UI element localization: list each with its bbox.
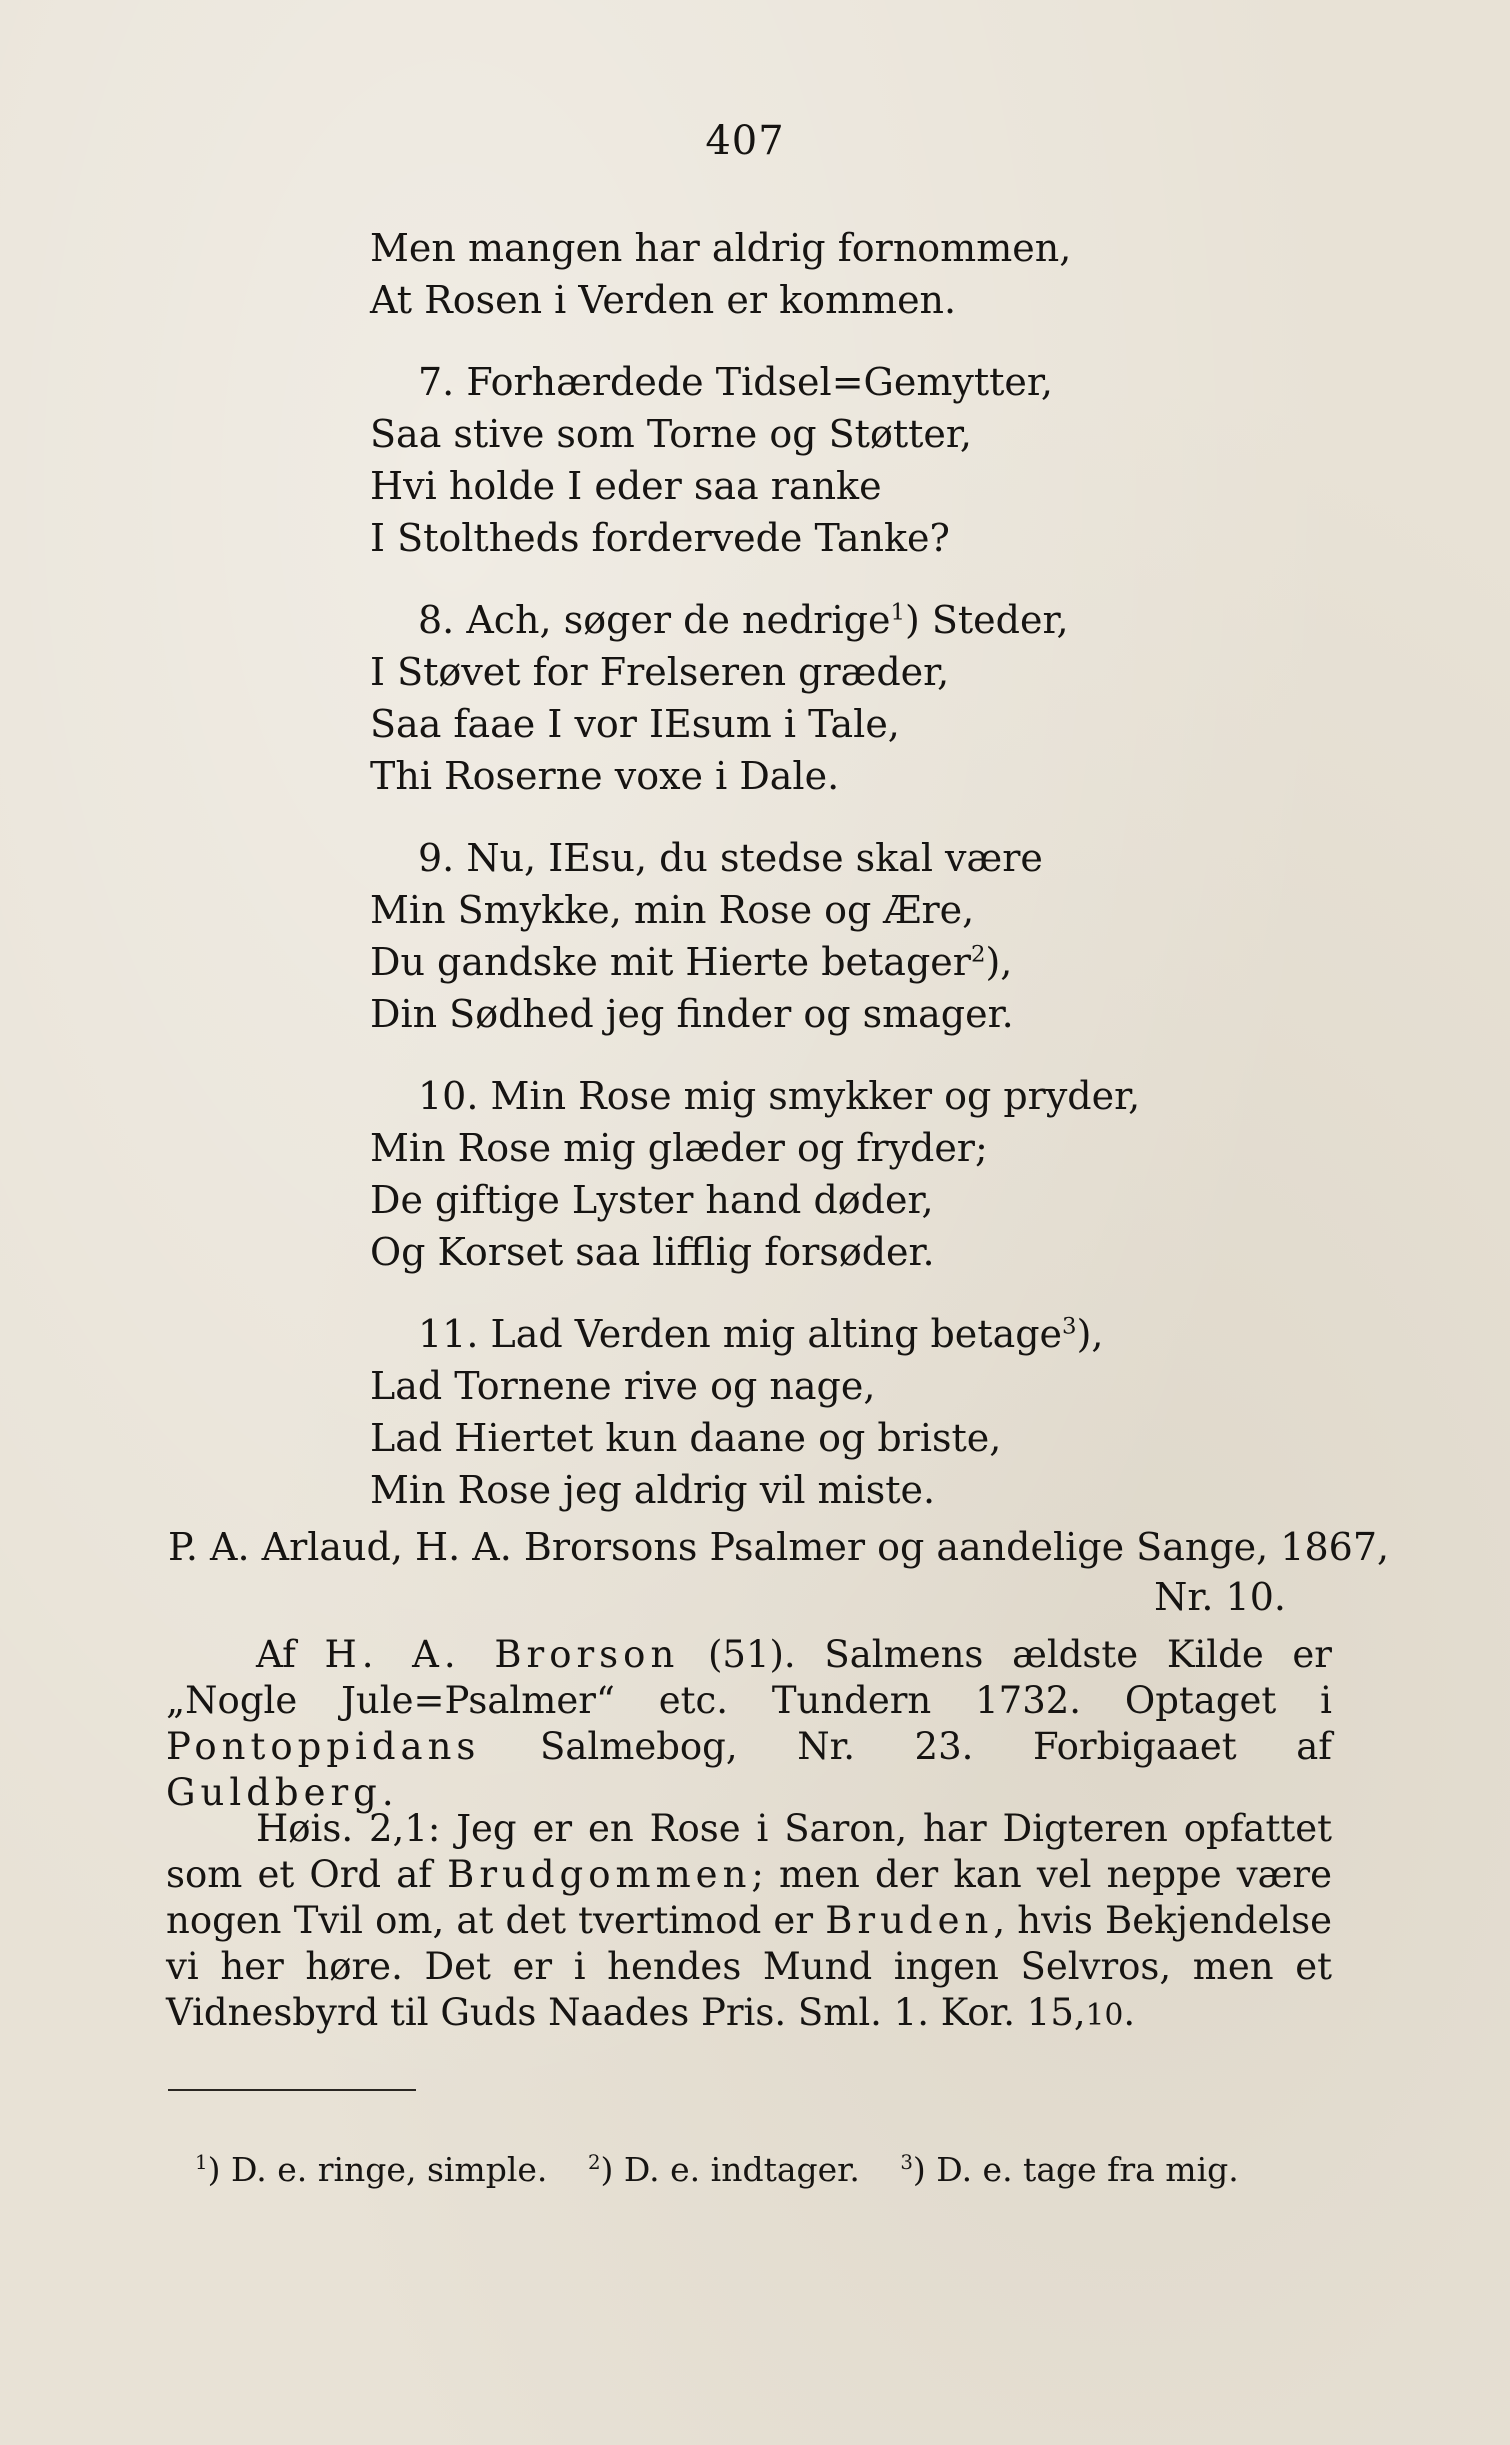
poem-line: I Støvet for Frelseren græder, bbox=[370, 650, 950, 694]
para-text: , hvis Bekjendelse vi her høre. Det er i hendes Mund ingen Selvros, men et Vidnesbyrd til Guds Naades Pris. Sml. 1. Kor. 15, bbox=[166, 1899, 1333, 2034]
footnote-3 bbox=[900, 2150, 1238, 2189]
poem-line: De giftige Lyster hand døder, bbox=[370, 1178, 934, 1222]
poem-line: 9. Nu, IEsu, du stedse skal være bbox=[418, 836, 1043, 880]
para-text: . bbox=[381, 1771, 394, 1814]
footnote-text: ) D. e. ringe, simple. bbox=[207, 2150, 548, 2189]
poem-line bbox=[370, 594, 1370, 646]
poem-text: 11. Lad Verden mig alting betage bbox=[418, 1312, 1063, 1356]
footnote-ref: 1 bbox=[890, 599, 905, 626]
poem-line: Thi Roserne voxe i Dale. bbox=[370, 754, 840, 798]
commentary-paragraph-2 bbox=[166, 1806, 1332, 2038]
stanza-continuation bbox=[370, 222, 1370, 326]
source-citation bbox=[168, 1522, 1390, 1622]
poem-line bbox=[370, 1308, 1370, 1360]
poem-line: Og Korset saa lifflig forsøder. bbox=[370, 1230, 935, 1274]
citation-number: Nr. 10. bbox=[1154, 1575, 1286, 1619]
poem-line: Min Rose jeg aldrig vil miste. bbox=[370, 1468, 936, 1512]
poem-text: 8. Ach, søger de nedrige bbox=[418, 598, 891, 642]
para-text: Høis. 2,1: Jeg er en Rose i Saron, har Digteren opfattet som et Ord af bbox=[166, 1807, 1332, 1896]
para-text: Salmebog, Nr. 23. Forbigaaet af bbox=[480, 1725, 1332, 1768]
poem-line: Men mangen har aldrig fornommen, bbox=[370, 226, 1072, 270]
author-name: H. A. Brorson bbox=[324, 1633, 680, 1676]
poem-line: Hvi holde I eder saa ranke bbox=[370, 464, 882, 508]
poem-line: Lad Tornene rive og nage, bbox=[370, 1364, 876, 1408]
poem-line: I Stoltheds fordervede Tanke? bbox=[370, 516, 950, 560]
para-text: Af bbox=[256, 1633, 325, 1676]
stanza-7 bbox=[370, 356, 1370, 564]
page-number: 407 bbox=[705, 118, 785, 164]
emphasis-word: Brudgommen bbox=[447, 1853, 752, 1896]
citation-text: P. A. Arlaud, H. A. Brorsons Psalmer og aandelige Sange, 1867, bbox=[168, 1525, 1390, 1569]
para-text: . bbox=[1123, 1991, 1136, 2034]
source-name: Guldberg bbox=[166, 1771, 382, 1814]
stanza-8 bbox=[370, 594, 1370, 802]
source-name: Pontoppidans bbox=[166, 1725, 481, 1768]
footnote-divider bbox=[168, 2089, 416, 2091]
footnote-mark: 3 bbox=[900, 2151, 913, 2174]
footnote-mark: 1 bbox=[195, 2151, 208, 2174]
poem-text: ), bbox=[985, 940, 1013, 984]
poem-text: Du gandske mit Hierte betager bbox=[370, 940, 971, 984]
poem-line: Min Rose mig glæder og fryder; bbox=[370, 1126, 988, 1170]
poem-line: Din Sødhed jeg finder og smager. bbox=[370, 992, 1014, 1036]
poem-line: Saa stive som Torne og Støtter, bbox=[370, 412, 972, 456]
poem-line: Saa faae I vor IEsum i Tale, bbox=[370, 702, 900, 746]
poem-line bbox=[370, 936, 1370, 988]
stanza-9 bbox=[370, 832, 1370, 1040]
emphasis-word: Bruden bbox=[825, 1899, 994, 1942]
footnotes bbox=[195, 2148, 1335, 2192]
para-text: (51). Salmens ældste Kilde er „Nogle Jule=Psalmer“ etc. Tundern 1732. Optaget i bbox=[166, 1633, 1332, 1722]
poem-text: ) Steder, bbox=[904, 598, 1069, 642]
footnote-text: ) D. e. indtager. bbox=[600, 2150, 860, 2189]
commentary-paragraph-1 bbox=[166, 1632, 1332, 1816]
footnote-text: ) D. e. tage fra mig. bbox=[912, 2150, 1239, 2189]
stanza-10 bbox=[370, 1070, 1370, 1278]
poem-text: ), bbox=[1076, 1312, 1104, 1356]
footnote-1 bbox=[195, 2150, 547, 2189]
poem-line: Lad Hiertet kun daane og briste, bbox=[370, 1416, 1002, 1460]
footnote-ref: 2 bbox=[970, 941, 986, 968]
stanza-11 bbox=[370, 1308, 1370, 1516]
poem bbox=[370, 222, 1370, 1546]
verse-number: 10 bbox=[1085, 1998, 1124, 2032]
poem-line: At Rosen i Verden er kommen. bbox=[370, 278, 957, 322]
footnote-2 bbox=[588, 2150, 860, 2189]
footnote-ref: 3 bbox=[1062, 1313, 1077, 1340]
para-text: ; men der kan vel neppe være nogen Tvil om, at det tvertimod er bbox=[166, 1853, 1333, 1942]
footnote-mark: 2 bbox=[587, 2151, 601, 2174]
poem-line: 7. Forhærdede Tidsel=Gemytter, bbox=[418, 360, 1053, 404]
poem-line: Min Smykke, min Rose og Ære, bbox=[370, 888, 975, 932]
poem-line: 10. Min Rose mig smykker og pryder, bbox=[418, 1074, 1141, 1118]
